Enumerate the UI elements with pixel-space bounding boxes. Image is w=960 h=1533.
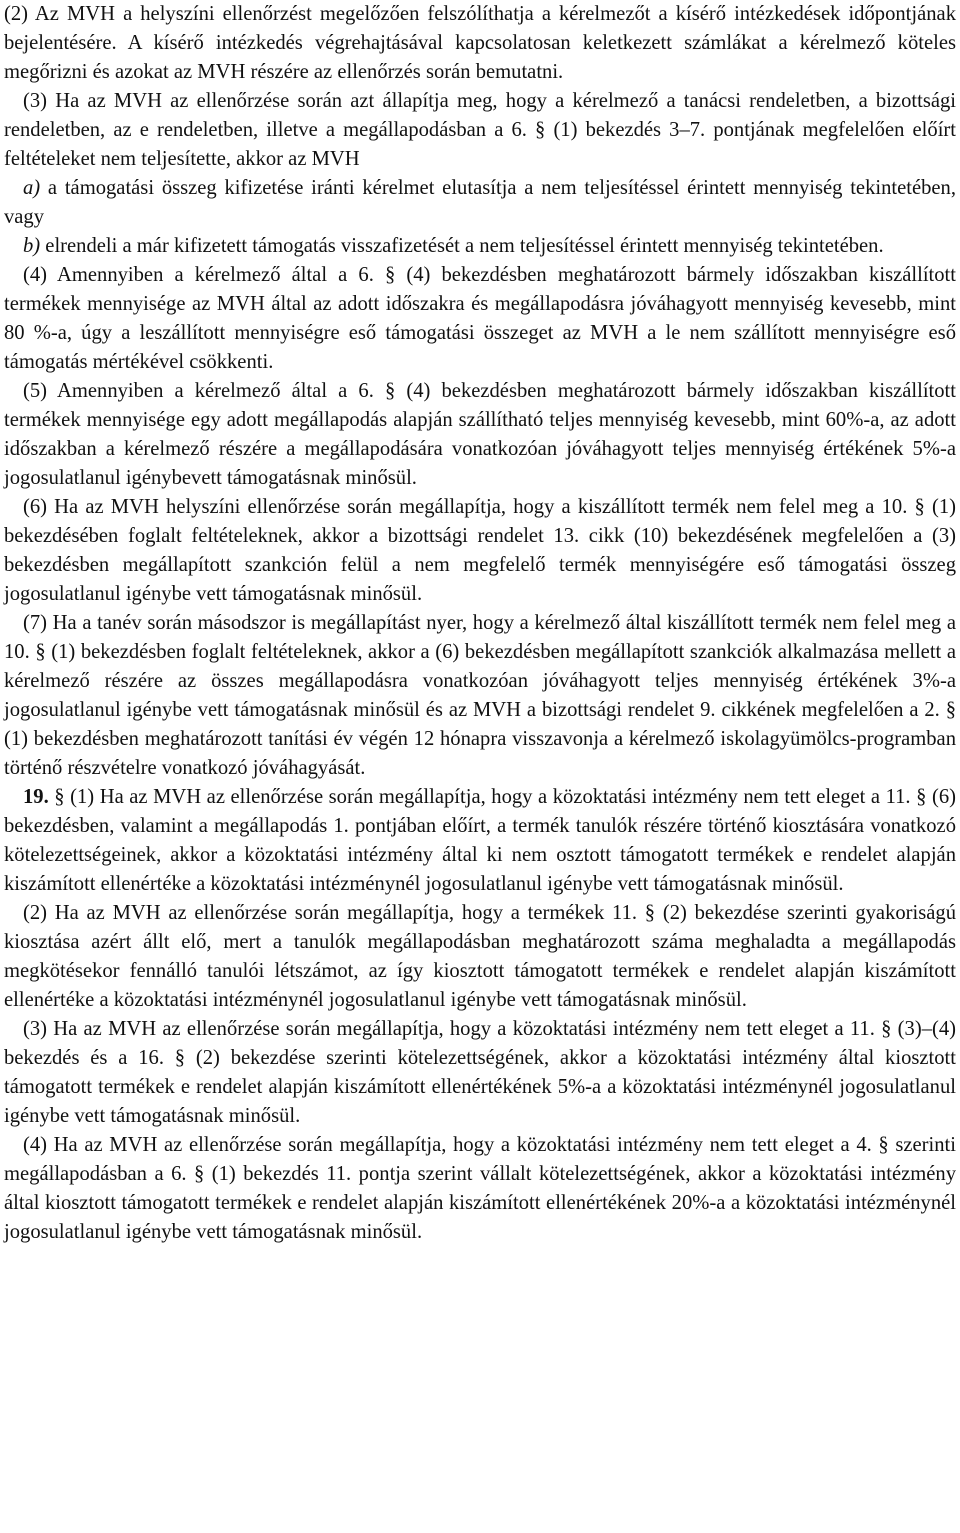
article-19-paragraph-1 — [4, 783, 956, 899]
article-text: § (1) Ha az MVH az ellenőrzése során megállapítja, hogy a közoktatási intézmény nem tett eleget a 11. § (6) bekezdésben, valamint a megállapodás 1. pontjában előírt, a termék tanulók részére történő kiosztására vonatkozó kötelezettségeinek, akkor a közoktatási intézmény által ki nem osztott támogatott termékek e rendelet alapján kiszámított ellenértéke a közoktatási intézménynél jogosulatlanul igénybe vett támogatásnak minősül. — [4, 786, 956, 895]
article-19-paragraph-2: (2) Ha az MVH az ellenőrzése során megállapítja, hogy a termékek 11. § (2) bekezdése szerinti gyakoriságú kiosztása azért állt elő, mert a tanulók megállapodásban meghatározott száma meghaladta a megállapodás megkötésekor fennálló tanulói létszámot, az így kiosztott támogatott termékek e rendelet alapján kiszámított ellenértéke a közoktatási intézménynél jogosulatlanul igénybe vett támogatásnak minősül. — [4, 902, 956, 1011]
list-item-text: a támogatási összeg kifizetése iránti kérelmet elutasítja a nem teljesítéssel érintett mennyiség tekintetében, vagy — [4, 177, 956, 228]
list-item-text: elrendeli a már kifizetett támogatás visszafizetését a nem teljesítéssel érintett mennyiség tekintetében. — [40, 235, 884, 257]
paragraph-6: (6) Ha az MVH helyszíni ellenőrzése során megállapítja, hogy a kiszállított termék nem felel meg a 10. § (1) bekezdésében foglalt feltételeknek, akkor a bizottsági rendelet 13. cikk (10) bekezdésének megfelelően a (3) bekezdésben megállapított szankción felül a nem megfelelő termék mennyiségére eső támogatási összeg jogosulatlanul igénybe vett támogatásnak minősül. — [4, 496, 956, 605]
article-number: 19. — [23, 786, 49, 808]
list-item-a — [4, 174, 956, 232]
paragraph-2: (2) Az MVH a helyszíni ellenőrzést megelőzően felszólíthatja a kérelmezőt a kísérő intézkedések időpontjának bejelentésére. A kísérő intézkedés végrehajtásával kapcsolatosan keletkezett számlákat a kérelmező köteles megőrizni és azokat az MVH részére az ellenőrzés során bemutatni. — [4, 3, 956, 83]
paragraph-4: (4) Amennyiben a kérelmező által a 6. § (4) bekezdésben meghatározott bármely időszakban kiszállított termékek mennyisége az MVH által az adott időszakra és megállapodásra jóváhagyott mennyiség kevesebb, mint 80 %-a, úgy a leszállított mennyiségre eső támogatási összeget az MVH a le nem szállított mennyiségre eső támogatás mértékével csökkenti. — [4, 264, 956, 373]
paragraph-5: (5) Amennyiben a kérelmező által a 6. § (4) bekezdésben meghatározott bármely időszakban kiszállított termékek mennyisége egy adott megállapodás alapján szállítható teljes mennyiség kevesebb, mint 60%-a, az adott időszakban a kérelmező részére a megállapodására vonatkozóan jóváhagyott teljes mennyiség értékének 5%-a jogosulatlanul igénybevett támogatásnak minősül. — [4, 380, 956, 489]
article-19-paragraph-4: (4) Ha az MVH az ellenőrzése során megállapítja, hogy a közoktatási intézmény nem tett eleget a 4. § szerinti megállapodásban a 6. § (1) bekezdés 11. pontja szerint vállalt kötelezettségének, akkor a közoktatási intézmény által kiosztott támogatott termékek e rendelet alapján kiszámított ellenértékének 20%-a a közoktatási intézménynél jogosulatlanul igénybe vett támogatásnak minősül. — [4, 1134, 956, 1243]
paragraph-7: (7) Ha a tanév során másodszor is megállapítást nyer, hogy a kérelmező által kiszállított termék nem felel meg a 10. § (1) bekezdésben foglalt feltételeknek, akkor a (6) bekezdésben megállapított szankciók alkalmazása mellett a kérelmező részére az összes megállapodásra vonatkozóan jóváhagyott teljes mennyiség értékének 3%-a jogosulatlanul igénybe vett támogatásnak minősül és az MVH a bizottsági rendelet 9. cikkének megfelelően a 2. § (1) bekezdésben meghatározott tanítási év végén 12 hónapra visszavonja a kérelmező iskolagyümölcs-programban történő részvételre vonatkozó jóváhagyását. — [4, 612, 956, 779]
article-19-paragraph-3: (3) Ha az MVH az ellenőrzése során megállapítja, hogy a közoktatási intézmény nem tett eleget a 11. § (3)–(4) bekezdés és a 16. § (2) bekezdése szerinti kötelezettségének, akkor a közoktatási intézmény által kiosztott támogatott termékek e rendelet alapján kiszámított ellenértékének 5%-a a közoktatási intézménynél jogosulatlanul igénybe vett támogatásnak minősül. — [4, 1018, 956, 1127]
list-letter: b) — [23, 235, 41, 257]
list-item-b — [4, 232, 956, 261]
paragraph-3: (3) Ha az MVH az ellenőrzése során azt állapítja meg, hogy a kérelmező a tanácsi rendeletben, a bizottsági rendeletben, az e rendeletben, illetve a megállapodásban a 6. § (1) bekezdés 3–7. pontjának megfelelően előírt feltételeket nem teljesítette, akkor az MVH — [4, 90, 956, 170]
list-letter: a) — [23, 177, 41, 199]
